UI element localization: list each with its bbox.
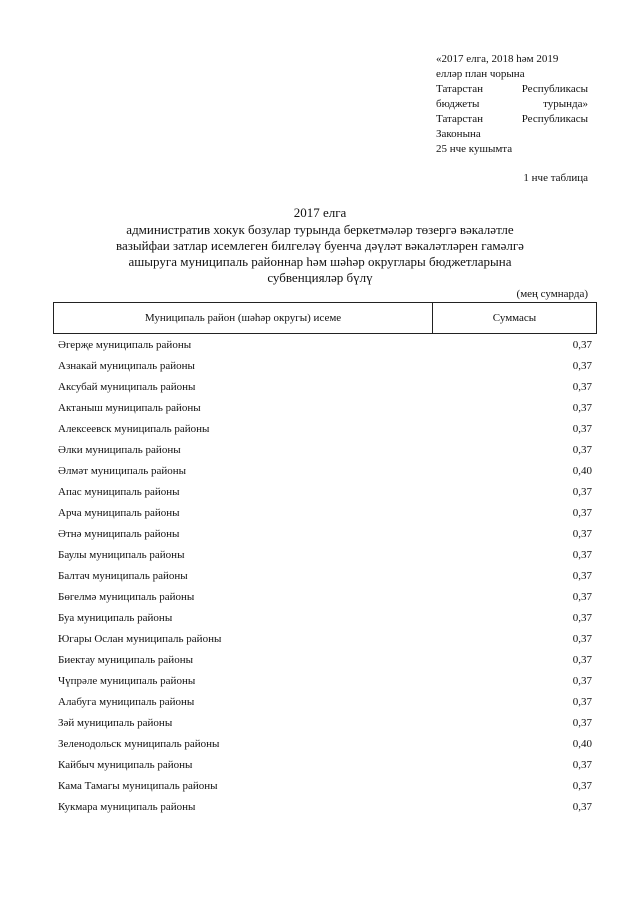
reference-line: «2017 елга, 2018 һәм 2019: [436, 53, 559, 65]
reference-word: Татарстан: [436, 113, 483, 125]
row-sum-value: 0,37: [572, 632, 592, 645]
row-sum-value: 0,37: [572, 443, 592, 456]
row-district-name: Балтач муниципаль районы: [58, 569, 188, 582]
row-sum-value: 0,37: [572, 401, 592, 414]
row-sum-value: 0,37: [572, 569, 592, 582]
row-sum-value: 0,37: [572, 653, 592, 666]
table-row: [58, 355, 592, 376]
table-row: [58, 376, 592, 397]
table-row: [58, 691, 592, 712]
row-sum-value: 0,37: [572, 779, 592, 792]
title-line: административ хокук бозулар турында беркетмәләр төзергә вәкаләтле: [126, 222, 514, 237]
table-header: [53, 302, 597, 334]
reference-word: бюджеты: [436, 98, 480, 110]
table-row: [58, 397, 592, 418]
column-header-name: Муниципаль район (шәһәр округы) исеме: [54, 303, 433, 333]
row-district-name: Зеленодольск муниципаль районы: [58, 737, 220, 750]
row-district-name: Апас муниципаль районы: [58, 485, 180, 498]
row-district-name: Биектау муниципаль районы: [58, 653, 193, 666]
row-district-name: Югары Ослан муниципаль районы: [58, 632, 222, 645]
reference-line: [436, 97, 588, 112]
title-line: субвенцияләр бүлү: [267, 270, 373, 285]
table-row: [58, 523, 592, 544]
row-sum-value: 0,37: [572, 338, 592, 351]
table-row: [58, 418, 592, 439]
row-district-name: Буа муниципаль районы: [58, 611, 173, 624]
row-district-name: Кайбыч муниципаль районы: [58, 758, 193, 771]
row-district-name: Актаныш муниципаль районы: [58, 401, 201, 414]
column-header-sum: Суммасы: [492, 312, 537, 324]
row-district-name: Кама Тамагы муниципаль районы: [58, 779, 218, 792]
table-row: [58, 796, 592, 817]
row-sum-value: 0,37: [572, 758, 592, 771]
row-district-name: Әтнә муниципаль районы: [58, 527, 180, 540]
row-district-name: Алексеевск муниципаль районы: [58, 422, 210, 435]
row-sum-value: 0,37: [572, 422, 592, 435]
row-district-name: Баулы муниципаль районы: [58, 548, 185, 561]
title-line: вазыйфаи затлар исемлеген билгеләү буенча дәүләт вәкаләтләрен гамәлгә: [116, 238, 524, 253]
table-body: [58, 334, 592, 817]
row-district-name: Кукмара муниципаль районы: [58, 800, 196, 813]
table-row: [58, 502, 592, 523]
row-district-name: Зәй муниципаль районы: [58, 716, 173, 729]
table-number: 1 нче таблица: [523, 172, 588, 184]
reference-word: турында»: [543, 98, 588, 110]
table-row: [58, 607, 592, 628]
reference-line: [436, 112, 588, 127]
table-row: [58, 565, 592, 586]
units-label: (мең сумнарда): [516, 288, 588, 300]
table-row: [58, 733, 592, 754]
row-sum-value: 0,37: [572, 527, 592, 540]
table-row: [58, 775, 592, 796]
row-sum-value: 0,37: [572, 590, 592, 603]
row-district-name: Чүпрәле муниципаль районы: [58, 674, 196, 687]
row-sum-value: 0,37: [572, 485, 592, 498]
table-row: [58, 712, 592, 733]
row-sum-value: 0,37: [572, 695, 592, 708]
row-sum-value: 0,37: [572, 800, 592, 813]
table-row: [58, 670, 592, 691]
row-district-name: Арча муниципаль районы: [58, 506, 180, 519]
table-row: [58, 460, 592, 481]
table-row: [58, 586, 592, 607]
reference-line: 25 нче кушымта: [436, 143, 513, 155]
row-district-name: Бөгелмә муниципаль районы: [58, 590, 195, 603]
reference-line: [436, 82, 588, 97]
table-row: [58, 649, 592, 670]
row-district-name: Алабуга муниципаль районы: [58, 695, 195, 708]
table-row: [58, 334, 592, 355]
row-sum-value: 0,37: [572, 611, 592, 624]
row-district-name: Азнакай муниципаль районы: [58, 359, 195, 372]
title-year: 2017 елга: [293, 205, 347, 220]
row-sum-value: 0,37: [572, 506, 592, 519]
document-title: [100, 222, 540, 286]
reference-line: елләр план чорына: [436, 68, 525, 80]
row-sum-value: 0,37: [572, 359, 592, 372]
table-row: [58, 544, 592, 565]
law-reference: [436, 52, 588, 157]
row-sum-value: 0,37: [572, 548, 592, 561]
row-district-name: Әгерҗе муниципаль районы: [58, 338, 192, 351]
row-sum-value: 0,40: [572, 737, 592, 750]
row-district-name: Әлмәт муниципаль районы: [58, 464, 187, 477]
row-sum-value: 0,37: [572, 716, 592, 729]
row-district-name: Әлки муниципаль районы: [58, 443, 181, 456]
table-row: [58, 754, 592, 775]
row-sum-value: 0,37: [572, 380, 592, 393]
reference-word: Республикасы: [521, 113, 588, 125]
title-line: ашыруга муниципаль районнар һәм шәһәр округлары бюджетларына: [128, 254, 512, 269]
row-sum-value: 0,37: [572, 674, 592, 687]
table-row: [58, 628, 592, 649]
table-row: [58, 439, 592, 460]
reference-word: Татарстан: [436, 83, 483, 95]
reference-line: Законына: [436, 128, 481, 140]
table-row: [58, 481, 592, 502]
row-sum-value: 0,40: [572, 464, 592, 477]
row-district-name: Аксубай муниципаль районы: [58, 380, 196, 393]
reference-word: Республикасы: [521, 83, 588, 95]
